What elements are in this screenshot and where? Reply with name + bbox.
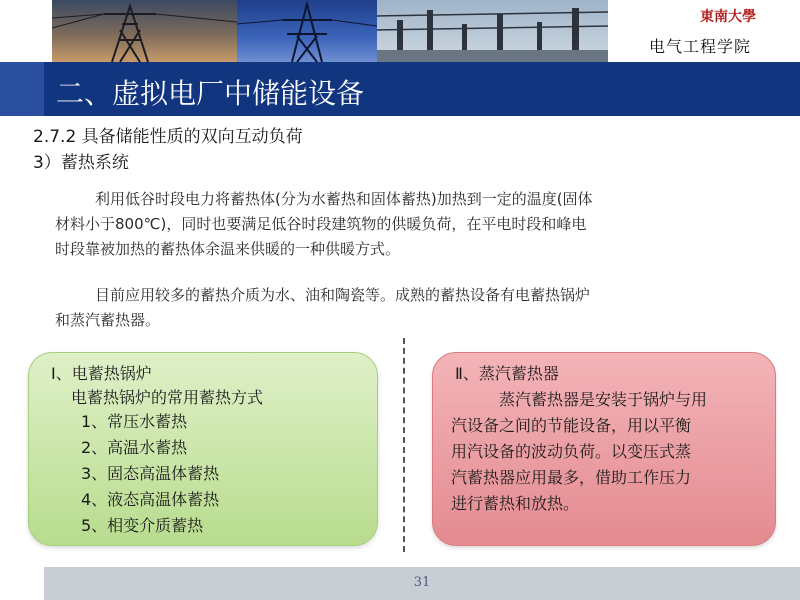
- body-line: 用汽设备的波动负荷。以变压式蒸: [451, 442, 692, 461]
- paragraph-definition: [55, 187, 755, 262]
- paragraph-media: [55, 283, 755, 333]
- paragraph-line: 材料小于800℃)，同时也要满足低谷时段建筑物的供暖负荷，在平电时段和峰电: [55, 215, 587, 233]
- title-band: [0, 62, 800, 116]
- list-item: 1、常压水蓄热: [81, 412, 188, 431]
- box-body: [451, 387, 761, 517]
- storage-method-list: [81, 409, 219, 539]
- power-tower-photo: [52, 0, 237, 62]
- paragraph-line: 目前应用较多的蓄热介质为水、油和陶瓷等。成熟的蓄热设备有电蓄热锅炉: [95, 286, 591, 304]
- footer-bar: [44, 567, 800, 600]
- list-item: 4、液态高温体蓄热: [81, 490, 220, 509]
- slide-title: 二、虚拟电厂中储能设备: [56, 77, 365, 110]
- box-title: Ⅱ、蒸汽蓄热器: [455, 364, 559, 383]
- page-number: 31: [413, 575, 431, 590]
- transmission-tower-photo: [237, 0, 377, 62]
- body-line: 汽蓄热器应用最多，借助工作压力: [451, 468, 692, 487]
- paragraph-line: 利用低谷时段电力将蓄热体(分为水蓄热和固体蓄热)加热到一定的温度(固体: [95, 190, 593, 208]
- title-accent: [0, 62, 44, 116]
- paragraph-line: 时段靠被加热的蓄热体余温来供暖的一种供暖方式。: [55, 240, 401, 258]
- body-line: 进行蓄热和放热。: [451, 494, 580, 513]
- substation-photo: [377, 0, 608, 62]
- list-item: 2、高温水蓄热: [81, 438, 188, 457]
- header-photo-strip: [52, 0, 608, 62]
- section-heading: 2.7.2 具备储能性质的双向互动负荷: [33, 127, 303, 147]
- electric-heat-boiler-box: [28, 352, 378, 546]
- subsection-heading: 3）蓄热系统: [33, 153, 129, 173]
- dashed-divider: [403, 338, 405, 552]
- box-title: Ⅰ、电蓄热锅炉: [51, 364, 152, 383]
- box-subtitle: 电蓄热锅炉的常用蓄热方式: [71, 388, 264, 407]
- list-item: 5、相变介质蓄热: [81, 516, 204, 535]
- list-item: 3、固态高温体蓄热: [81, 464, 220, 483]
- department-name: 电气工程学院: [649, 37, 752, 56]
- steam-accumulator-box: [432, 352, 776, 546]
- body-line: 汽设备之间的节能设备，用以平衡: [451, 416, 692, 435]
- paragraph-line: 和蒸汽蓄热器。: [55, 311, 161, 329]
- university-logo: 東南大學: [700, 9, 756, 25]
- body-line: 蒸汽蓄热器是安装于锅炉与用: [499, 390, 708, 409]
